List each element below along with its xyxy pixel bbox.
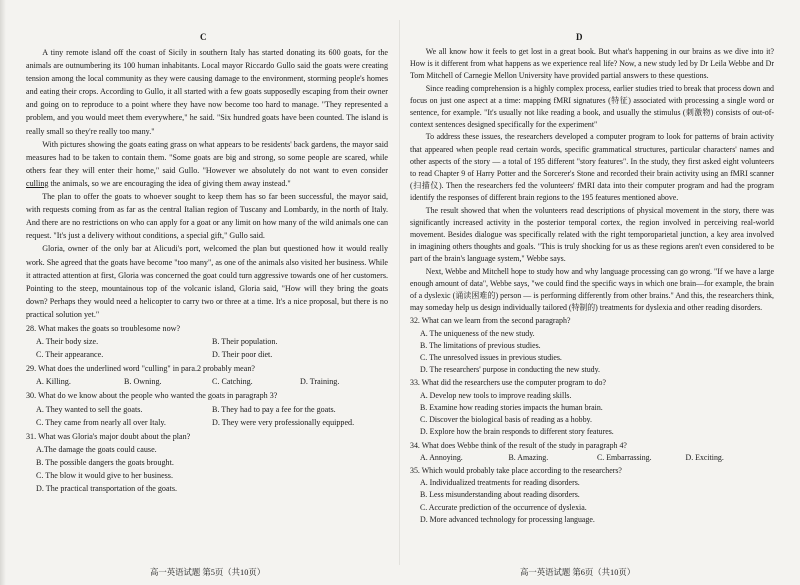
question-31: 31. What was Gloria's major doubt about the plan? xyxy=(26,431,191,441)
option: B. They had to pay a fee for the goats. xyxy=(212,404,336,414)
option: D. The practical transportation of the goats. xyxy=(36,484,177,494)
option: C. Catching. xyxy=(212,377,253,387)
passage-c-paragraph-2 xyxy=(26,138,388,190)
scan-shadow xyxy=(0,0,6,585)
option: B. The limitations of previous studies. xyxy=(420,340,541,350)
option: A. Their body size. xyxy=(36,337,99,347)
option: C. Discover the biological basis of reading as a hobby. xyxy=(420,415,592,425)
passage-d-paragraph-5: Next, Webbe and Mitchell hope to study how and why language processing can go wrong. "If we have a large enough amount of data", Webbe says, "we could find the specific ways in which one brain—for example, the brain of a dyslexic (诵读困难的) person — is performing differently from other brains." And this, the researchers think, may someday help us design individually tailored (特制的) treatments for dyslexia and other reading disorders. xyxy=(410,266,774,313)
option: D. Training. xyxy=(300,377,340,387)
option: A. Killing. xyxy=(36,377,71,387)
option: D. Exciting. xyxy=(685,452,724,462)
question-28: 28. What makes the goats so troublesome now? xyxy=(26,323,181,333)
option: B. The possible dangers the goats brought. xyxy=(36,457,174,467)
option: A. Develop new tools to improve reading skills. xyxy=(420,390,572,400)
question-33-options xyxy=(410,390,774,439)
question-31-options xyxy=(26,443,388,495)
section-letter-c: C xyxy=(200,32,207,42)
paragraph-2-text: With pictures showing the goats eating grass on what appears to be residents' back gardens, the mayor said measures had to be taken to contain them. "Some goats are big and strong, so some people are scared, while others fear they will enter their home," said Gullo. "However we absolutely do not want to even consider xyxy=(26,139,388,175)
option: D. Their poor diet. xyxy=(212,350,273,360)
question-30-options xyxy=(26,403,388,429)
option: D. Explore how the brain responds to different story features. xyxy=(420,427,614,437)
question-29: 29. What does the underlined word "culling" in para.2 probably mean? xyxy=(26,364,255,374)
option: A. The uniqueness of the new study. xyxy=(420,328,535,338)
paragraph-2-tail: the animals, so we are encouraging the idea of giving them away instead." xyxy=(48,178,291,188)
left-page xyxy=(26,46,388,495)
section-letter-d: D xyxy=(576,32,583,42)
right-page xyxy=(410,46,774,526)
page-footer-6: 高一英语试题 第6页（共10页） xyxy=(520,568,636,577)
option: C. Accurate prediction of the occurrence of dyslexia. xyxy=(420,502,587,512)
option: D. They were very professionally equipped. xyxy=(212,417,355,427)
question-33: 33. What did the researchers use the computer program to do? xyxy=(410,378,606,388)
option: B. Their population. xyxy=(212,337,278,347)
question-32-options xyxy=(410,328,774,377)
option: B. Examine how reading stories impacts the human brain. xyxy=(420,402,603,412)
passage-d-paragraph-3: To address these issues, the researchers developed a computer program to look for patterns of brain activity that appeared when people read certain words, specific grammatical structures, particular characters' names and other aspects of the story — a total of 195 different "story features". In the study, they first asked eight volunteers to read Chapter 9 of Harry Potter and the Sorcerer's Stone and recorded their brain activity using an fMRI scanner (扫描仪). Then the researchers fed the volunteers' fMRI data into their computer program and had the program identify the responses of different brain regions to the 195 features mentioned above. xyxy=(410,132,774,203)
option: D. More advanced technology for processing language. xyxy=(420,514,595,524)
option: C. Embarrassing. xyxy=(597,452,652,462)
question-32: 32. What can we learn from the second paragraph? xyxy=(410,316,571,326)
question-29-options xyxy=(26,375,388,388)
passage-c-paragraph-4: Gloria, owner of the only bar at Alicudi's port, welcomed the plan but questioned how it would really work. She agreed that the goats have become "too many", as one of the animals also visited her business. While it attracted attention at first, Gloria was concerned the goat could turn aggressive towards one of her customers. Pointing to the steep, mountainous top of the volcanic island, Gloria said, "How will they bring the goats down? Perhaps they would need a helicopter to carry two or three at a time. It's a nice proposal, but there is no practical solution yet." xyxy=(26,244,388,319)
option: C. The unresolved issues in previous studies. xyxy=(420,353,562,363)
option: A.The damage the goats could cause. xyxy=(36,444,157,454)
passage-d-paragraph-1: We all know how it feels to get lost in a great book. But what's happening in our brains as we dive into it? How is it different from what happens as we experience real life? Now, a new study led by Dr Leila Webbe and Dr Tom Mitchell of Carnegie Mellon University have provided partial answers to these questions. xyxy=(410,47,774,81)
question-28-options xyxy=(26,335,388,361)
option: A. Individualized treatments for reading disorders. xyxy=(420,478,580,488)
question-35: 35. Which would probably take place according to the researchers? xyxy=(410,465,622,475)
option: A. Annoying. xyxy=(420,452,463,462)
question-34-options xyxy=(410,452,774,464)
page-divider xyxy=(399,20,400,565)
option: C. The blow it would give to her business. xyxy=(36,471,173,480)
option: A. They wanted to sell the goats. xyxy=(36,404,143,414)
question-30: 30. What do we know about the people who wanted the goats in paragraph 3? xyxy=(26,391,278,401)
page-footer-5: 高一英语试题 第5页（共10页） xyxy=(150,568,266,577)
passage-d-paragraph-2: Since reading comprehension is a highly complex process, earlier studies tried to break that process down and focus on just one aspect at a time: mapping fMRI signatures (特征) associated with processing a single word or sentence, for example. "It's usually not like reading a book, and usually the stimulus (刺激物) consists of out-of-context sentences designed specifically for the experiment" xyxy=(410,83,774,130)
option: B. Amazing. xyxy=(508,452,549,462)
option: B. Less misunderstanding about reading disorders. xyxy=(420,490,580,500)
question-35-options xyxy=(410,477,774,526)
option: C. They came from nearly all over Italy. xyxy=(36,417,166,427)
option: C. Their appearance. xyxy=(36,350,104,360)
passage-c-paragraph-3: The plan to offer the goats to whoever sought to keep them has so far been successful, the mayor said, with requests coming from as far as the central Italian region of Tuscany and Lombardy, in the north of Italy. And there are no restrictions on who can apply for a goat or any limit on how many of the wild animals one can request. "It's just a delivery without conditions, a special gift," Gullo said. xyxy=(26,192,388,241)
underlined-word-culling: culling xyxy=(26,178,49,188)
option: D. The researchers' purpose in conducting the new study. xyxy=(420,365,601,375)
passage-c-paragraph-1: A tiny remote island off the coast of Sicily in southern Italy has started donating its 600 goats, for the animals are outnumbering its 100 human inhabitants. Local mayor Riccardo Gullo said the goats were creating tension among the local community as they were causing damage to the environment, storming people's homes and eating their crops. According to Gullo, it all started with a few goats supposedly escaping from their owner and going on to reproduce to a point where they have now become too hard to manage. "They represented a problem, and you would meet them everywhere," he said. "Six hundred goats have been counted. The island is really small so they're really too many." xyxy=(26,48,388,136)
passage-d-paragraph-4: The result showed that when the volunteers read descriptions of physical movement in the story, there was significantly increased activity in the posterior temporal cortex, the region involved in perceiving real-world movement. Besides dialogue was specifically related with the right temporoparietal junction, a key area involved in imagining others thoughts and goals. "This is truly shocking for us as these regions aren't even considered to be part of the brain's language system," Webbe says. xyxy=(410,205,774,264)
option: B. Owning. xyxy=(124,377,162,387)
question-34: 34. What does Webbe think of the result of the study in paragraph 4? xyxy=(410,440,627,450)
